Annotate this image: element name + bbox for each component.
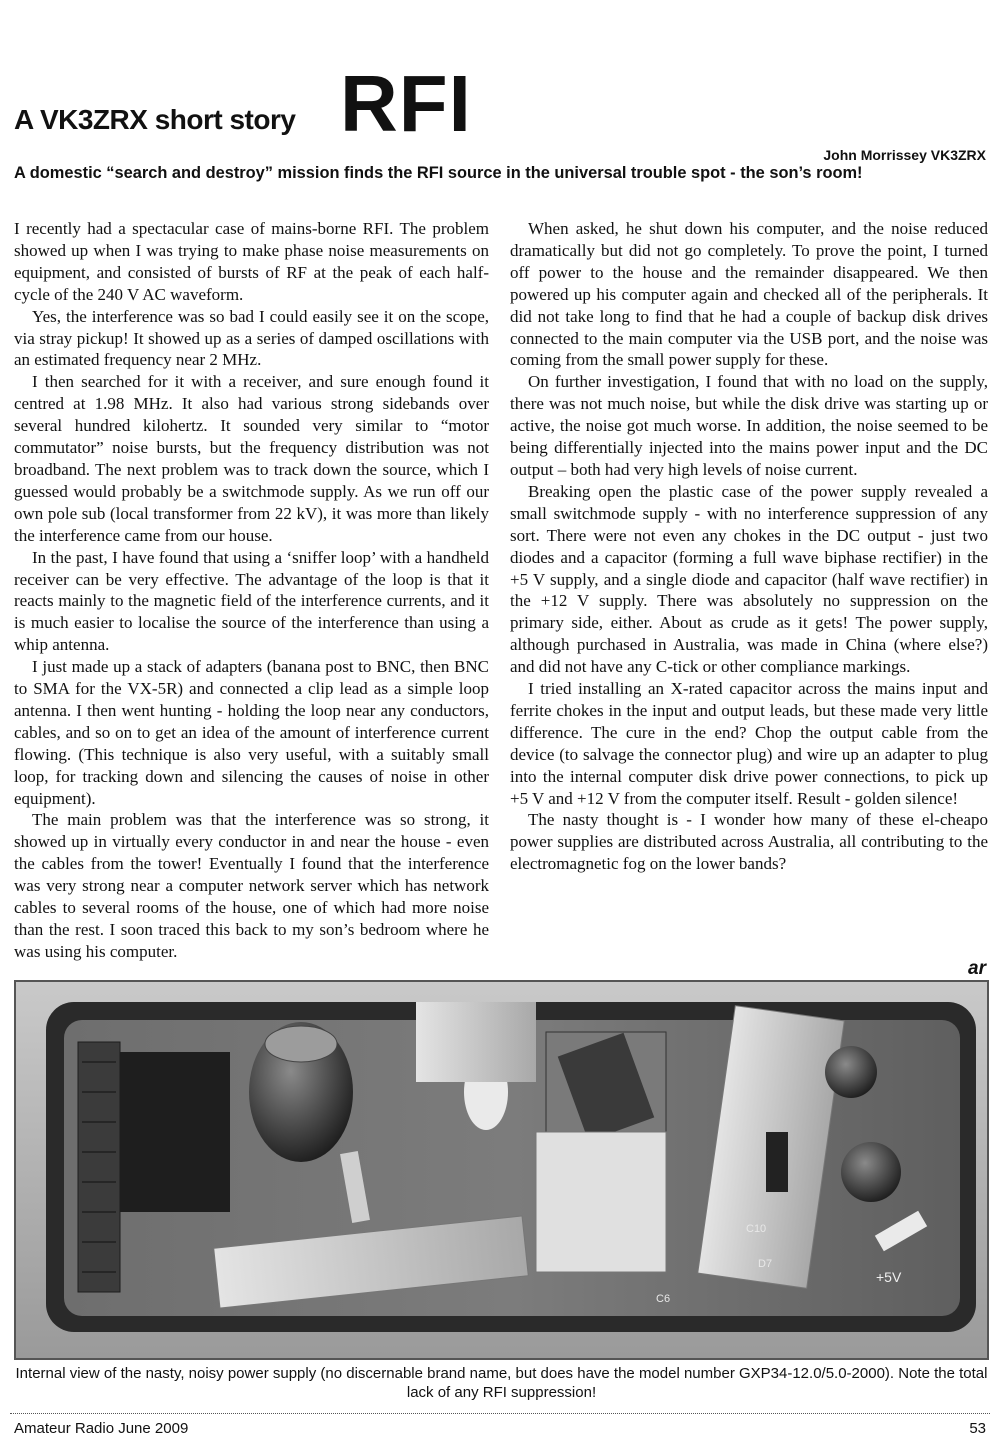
output-capacitor-top bbox=[825, 1046, 877, 1098]
heatsink-left bbox=[416, 1002, 536, 1082]
right-column bbox=[510, 218, 988, 875]
board-label-5v: +5V bbox=[876, 1269, 902, 1285]
footer-divider bbox=[10, 1413, 990, 1414]
paragraph: On further investigation, I found that with no load on the supply, there was not much noise, but while the disk drive was starting up or active, the noise got much worse. In addition, the noise seemed to be being differentially injected into the mains power input and the DC output – both had very high levels of noise current. bbox=[510, 372, 988, 479]
paragraph: Breaking open the plastic case of the power supply revealed a small switchmode supply - with no interference suppression of any sort. There were not even any chokes in the DC output - just two diodes and a capacitor (forming a full wave biphase rectifier) in the +5 V supply, and a single diode and capacitor (half wave rectifier) in the +12 V supply. There was absolutely no suppression on the primary side, either. About as crude as it gets! The power supply, although purchased in Australia, was made in China (where else?) and did not have any C-tick or other compliance markings. bbox=[510, 481, 988, 677]
input-transformer-dark bbox=[120, 1052, 230, 1212]
circuit-board-illustration bbox=[16, 982, 987, 1358]
photo-caption: Internal view of the nasty, noisy power supply (no discernable brand name, but does have the model number GXP34-12.0/5.0-2000). Note the total lack of any RFI suppression! bbox=[15, 1365, 988, 1401]
paragraph: In the past, I have found that using a ‘sniffer loop’ with a handheld receiver can be very effective. The advantage of the loop is that it reacts mainly to the magnetic field of the interference currents, and it is much easier to localise the source of the interference than using a whip antenna. bbox=[14, 547, 489, 655]
output-diode bbox=[766, 1132, 788, 1192]
paragraph: I then searched for it with a receiver, and sure enough found it centred at 1.98 MHz. It also had various strong sidebands over several hundred kilohertz. It sounded very similar to “motor commutator” noise bursts, but the frequency distribution was not broadband. The next problem was to track down the source, which I guessed would probably be a switchmode supply. As we run off our own pole sub (local transformer from 22 kV), it was more than likely the interference came from our house. bbox=[14, 372, 489, 545]
mains-connector bbox=[78, 1042, 120, 1292]
paragraph: The nasty thought is - I wonder how many of these el-cheapo power supplies are distributed across Australia, all contributing to the electromagnetic fog on the lower bands? bbox=[510, 810, 988, 874]
paragraph: I just made up a stack of adapters (banana post to BNC, then BNC to SMA for the VX-5R) and connected a clip lead as a simple loop antenna. I then went hunting - holding the loop near any conductors, cables, and so on to get an idea of the amount of interference current flowing. (This technique is also very useful, with a suitably small loop, for tracking down and silencing the causes of noise in other equipment). bbox=[14, 657, 489, 808]
article-subtitle: A domestic “search and destroy” mission finds the RFI source in the universal trouble spot - the son’s room! bbox=[14, 164, 863, 182]
bulk-capacitor-top bbox=[265, 1026, 337, 1062]
board-label-c10: C10 bbox=[746, 1223, 767, 1235]
publication-name: Amateur Radio June 2009 bbox=[14, 1420, 189, 1437]
paragraph: I recently had a spectacular case of mains-borne RFI. The problem showed up when I was trying to make phase noise measurements on equipment, and consisted of bursts of RF at the peak of each half-cycle of the 240 V AC waveform. bbox=[14, 219, 489, 304]
left-column bbox=[14, 218, 489, 963]
series-title: A VK3ZRX short story bbox=[14, 104, 296, 135]
transformer-bobbin bbox=[536, 1132, 666, 1272]
board-label-d7: D7 bbox=[758, 1258, 773, 1270]
output-capacitor-bottom bbox=[841, 1142, 901, 1202]
power-supply-photo bbox=[14, 980, 989, 1360]
article-title: RFI bbox=[340, 59, 472, 148]
paragraph: When asked, he shut down his computer, and the noise reduced dramatically but did not go completely. To prove the point, I turned off power to the house and the remainder disappeared. We then powered up his computer again and checked all of the peripherals. It did not take long to find that he had a couple of backup disk drives connected to the main computer via the USB port, and the noise was coming from the small power supply for these. bbox=[510, 219, 988, 370]
paragraph: Yes, the interference was so bad I could easily see it on the scope, via stray pickup! It showed up as a series of damped oscillations with an estimated frequency near 2 MHz. bbox=[14, 306, 489, 370]
page-number: 53 bbox=[969, 1420, 986, 1437]
board-label-c6: C6 bbox=[656, 1293, 671, 1305]
end-mark: ar bbox=[968, 958, 986, 979]
paragraph: The main problem was that the interference was so strong, it showed up in virtually every conductor in and near the house - even the cables from the tower! Eventually I found that the interference was very strong near a computer network server which has network cables to several rooms of the house, one of which had more noise than the rest. I soon traced this back to my son’s bedroom where he was using his computer. bbox=[14, 810, 489, 961]
paragraph: I tried installing an X-rated capacitor across the mains input and ferrite chokes in the input and output leads, but these made very little difference. The cure in the end? Chop the output cable from the device (to salvage the connector plug) and wire up an adapter to plug into the internal computer disk drive power connections, to pick up +5 V and +12 V from the computer itself. Result - golden silence! bbox=[510, 679, 988, 808]
author-byline: John Morrissey VK3ZRX bbox=[823, 147, 986, 163]
